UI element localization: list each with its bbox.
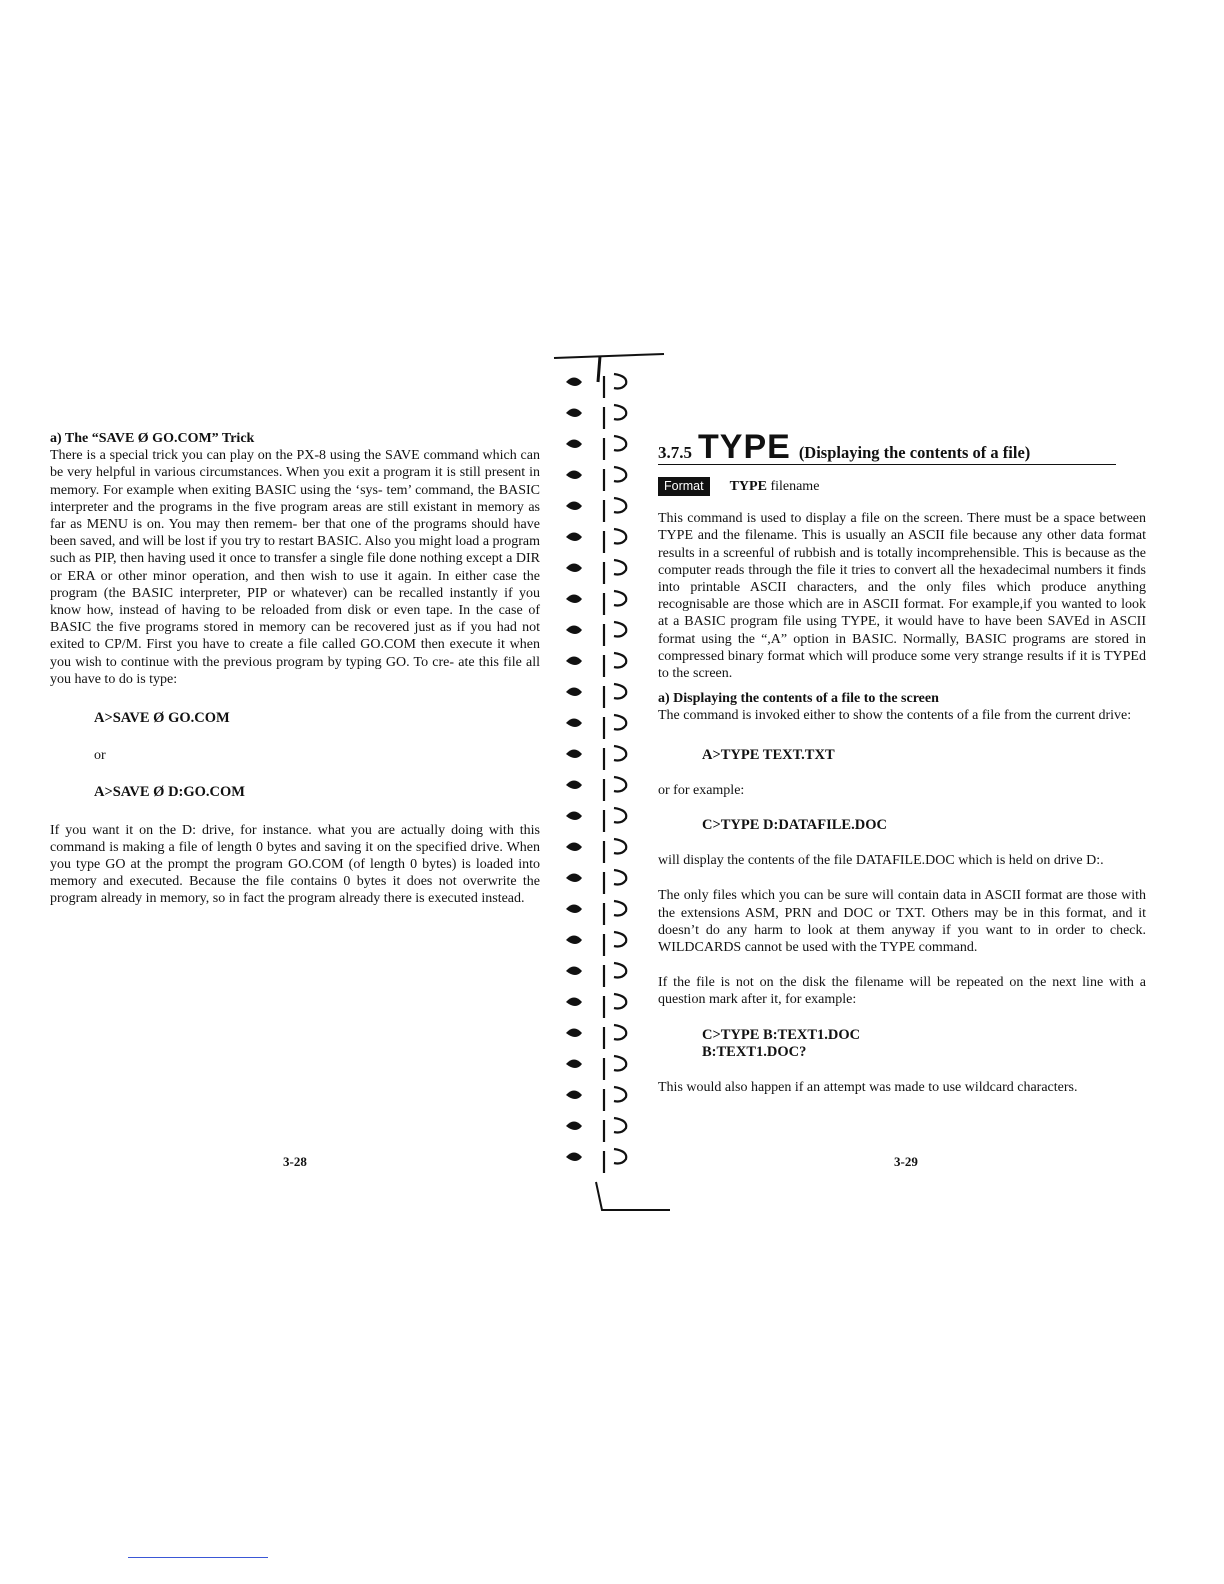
type-subheading: a) Displaying the contents of a file to the screen <box>658 691 939 707</box>
ring-left-icon <box>566 657 582 666</box>
ring-left-icon <box>566 1153 582 1162</box>
ring-right-icon <box>604 963 626 987</box>
ring-left-icon <box>566 905 582 914</box>
type-command-3a: C>TYPE B:TEXT1.DOC <box>702 1026 861 1043</box>
ring-left-icon <box>566 564 582 573</box>
ring-left-icon <box>566 502 582 511</box>
section-number: 3.7.5 <box>658 443 692 462</box>
type-paragraph-6: This would also happen if an attempt was made to use wildcard characters. <box>658 1080 1078 1096</box>
section-heading <box>658 428 1116 466</box>
ring-left-icon <box>566 409 582 418</box>
ring-right-icon <box>604 1025 626 1049</box>
save-go-command-2: A>SAVE Ø D:GO.COM <box>94 784 245 801</box>
ring-left-icon <box>566 471 582 480</box>
section-title: TYPE <box>698 428 791 466</box>
format-command: TYPE <box>729 479 767 494</box>
ring-right-icon <box>604 374 626 398</box>
ring-left-icon <box>566 750 582 759</box>
ring-right-icon <box>604 405 626 429</box>
left-page-number: 3-28 <box>283 1154 307 1169</box>
ring-right-icon <box>604 808 626 832</box>
ring-left-icon <box>566 688 582 697</box>
type-command-2: C>TYPE D:DATAFILE.DOC <box>702 817 887 834</box>
ring-right-icon <box>604 746 626 770</box>
ring-right-icon <box>604 932 626 956</box>
spiral-binding <box>552 352 670 1214</box>
or-for-example-text: or for example: <box>658 782 745 798</box>
ring-right-icon <box>604 1056 626 1080</box>
ring-left-icon <box>566 1091 582 1100</box>
type-paragraph-2: The command is invoked either to show the contents of a file from the current drive: <box>658 708 1132 724</box>
type-command-3b: B:TEXT1.DOC? <box>702 1043 807 1060</box>
ring-left-icon <box>566 998 582 1007</box>
ring-left-icon <box>566 440 582 449</box>
ring-left-icon <box>566 719 582 728</box>
binding-rings <box>566 374 626 1173</box>
save-go-paragraph-2: If you want it on the D: drive, for instance. what you are actually doing with this command is making a file of length 0 bytes and saving it on the specified drive. When you type GO at the prompt the program GO.COM (of length 0 bytes) is loaded into memory and executed. Because the file contains 0 bytes it does not overwrite the program already in memory, so in fact the program already there is executed instead. <box>50 822 540 907</box>
ring-right-icon <box>604 560 626 584</box>
save-go-subheading: a) The “SAVE Ø GO.COM” Trick <box>50 431 255 446</box>
type-paragraph-5: If the file is not on the disk the filename will be repeated on the next line with a question mark after it, for example: <box>658 975 1146 1008</box>
right-page-number: 3-29 <box>894 1154 918 1169</box>
ring-right-icon <box>604 591 626 615</box>
ring-right-icon <box>604 839 626 863</box>
ring-right-icon <box>604 870 626 894</box>
ring-left-icon <box>566 812 582 821</box>
ring-right-icon <box>604 994 626 1018</box>
ring-left-icon <box>566 1060 582 1069</box>
ring-right-icon <box>604 467 626 491</box>
ring-right-icon <box>604 653 626 677</box>
type-command-1: A>TYPE TEXT.TXT <box>702 746 835 763</box>
save-go-paragraph-1: There is a special trick you can play on the PX-8 using the SAVE command which can be very helpful in various circumstances. When you exit a program it is still present in memory. For example when exiting BASIC using the ‘sys- tem’ command, the BASIC interpreter and the programs in the five program areas are still existant in memory as far as MENU is on. You may then remem- ber that one of the programs should have been saved, and will be lost if you try to restart BASIC. Also you might load a program such as PIP, then having used it once to transfer a single file done nothing except a DIR or ERA or other minor operation, and then wish to use it again. In either case the program (the BASIC interpreter, PIP or whatever) can be recalled instantly if you know how, instead of having to be reloaded from disk or even tape. In the case of BASIC the five programs stored in memory can be recovered just as if you had not exited to CP/M. First you have to create a file called GO.COM then execute it when you wish to continue with the previous program by typing GO. To cre- ate this file all you have to do is type: <box>50 448 540 687</box>
ring-right-icon <box>604 684 626 708</box>
ring-left-icon <box>566 595 582 604</box>
type-paragraph-4: The only files which you can be sure will contain data in ASCII format are those with the extensions ASM, PRN and DOC or TXT. Others may be in this format, and it doesn’t do any harm to look at them anyway if you want to in order to check. WILDCARDS cannot be used with the TYPE command. <box>658 888 1146 956</box>
ring-left-icon <box>566 626 582 635</box>
format-line <box>658 477 1146 496</box>
ring-left-icon <box>566 378 582 387</box>
ring-left-icon <box>566 874 582 883</box>
type-paragraph-1: This command is used to display a file on the screen. There must be a space between TYPE and the filename. This is usually an ASCII file because any other data format results in a screenful of rubbish and is totally incomprehensible. This is because as the computer reads through the file it tries to convert all the hexadecimal numbers it finds into printable ASCII characters, and the only files which produce anything recognisable are those which are in ASCII format. For example,if you wanted to look at a BASIC program file using TYPE, it would have to have been SAVEd in ASCII format using the “,A” option in BASIC. Normally, BASIC programs are stored in compressed binary format which will produce some very strange results if it is TYPEd to the screen. <box>658 511 1146 682</box>
format-argument: filename <box>770 479 820 494</box>
ring-right-icon <box>604 1087 626 1111</box>
ring-right-icon <box>604 436 626 460</box>
ring-right-icon <box>604 715 626 739</box>
ring-left-icon <box>566 936 582 945</box>
ring-left-icon <box>566 1029 582 1038</box>
ring-left-icon <box>566 967 582 976</box>
ring-right-icon <box>604 498 626 522</box>
ring-left-icon <box>566 1122 582 1131</box>
ring-right-icon <box>604 622 626 646</box>
section-description: (Displaying the contents of a file) <box>798 443 1031 462</box>
ring-right-icon <box>604 1118 626 1142</box>
save-go-command-1: A>SAVE Ø GO.COM <box>94 710 230 727</box>
left-page <box>50 430 540 908</box>
or-text: or <box>94 748 106 764</box>
ring-right-icon <box>604 529 626 553</box>
ring-left-icon <box>566 781 582 790</box>
ring-right-icon <box>604 901 626 925</box>
ring-right-icon <box>604 1149 626 1173</box>
type-paragraph-3: will display the contents of the file DATAFILE.DOC which is held on drive D:. <box>658 853 1104 869</box>
ring-left-icon <box>566 533 582 542</box>
right-page <box>658 428 1146 1096</box>
footnote-rule <box>128 1557 268 1558</box>
format-badge: Format <box>658 477 710 496</box>
ring-right-icon <box>604 777 626 801</box>
ring-left-icon <box>566 843 582 852</box>
